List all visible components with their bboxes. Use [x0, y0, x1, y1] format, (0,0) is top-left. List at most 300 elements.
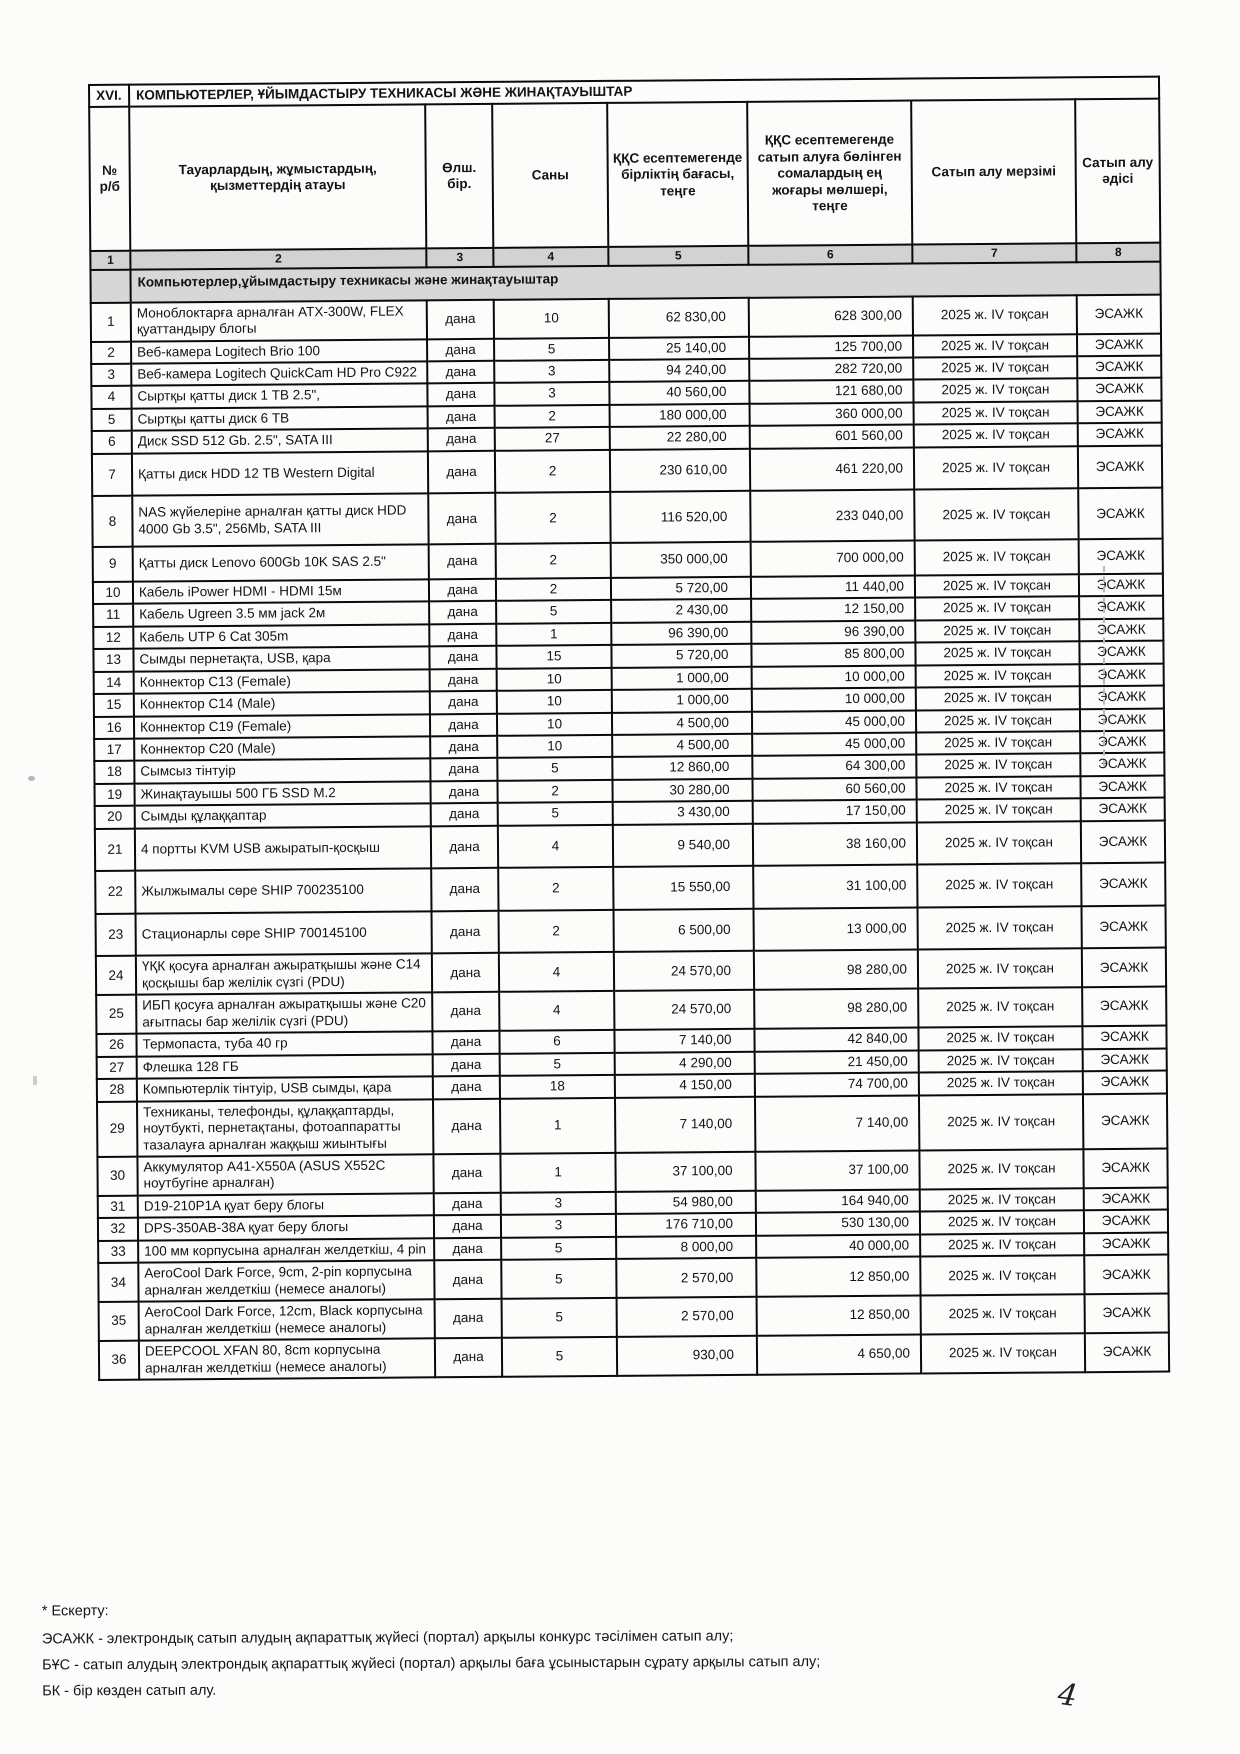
item-unit: дана	[433, 1154, 500, 1193]
row-number: 23	[96, 913, 136, 956]
purchase-method: ЭСАЖК	[1078, 400, 1162, 423]
item-unit-price: 6 500,00	[614, 909, 754, 953]
purchase-method: ЭСАЖК	[1080, 686, 1164, 709]
footnote-line-bus: БҰС - сатып алудың электрондық ақпараттық жүйесі (портал) арқылы баға ұсыныстарын сұрату арқылы сатып алу;	[42, 1654, 821, 1674]
item-quantity: 5	[501, 1237, 616, 1260]
purchase-period: 2025 ж. IV тоқсан	[916, 776, 1080, 800]
item-max-total: 64 300,00	[752, 755, 916, 779]
item-name: Коннектор C19 (Female)	[134, 714, 430, 739]
item-unit: дана	[435, 1299, 502, 1338]
item-unit-price: 24 570,00	[614, 951, 754, 991]
item-unit: дана	[431, 826, 498, 869]
row-number: 30	[97, 1157, 137, 1196]
row-number: 36	[99, 1341, 139, 1380]
item-name: Жинақтауышы 500 ГБ SSD M.2	[134, 781, 430, 806]
item-max-total: 42 840,00	[754, 1028, 918, 1052]
item-quantity: 2	[495, 450, 610, 493]
item-name: Флешка 128 ГБ	[137, 1054, 433, 1079]
purchase-method: ЭСАЖК	[1082, 1026, 1166, 1049]
colnum-4: 4	[493, 247, 608, 267]
item-name: ҮҚК қосуға арналған ажыратқышы және C14 қосқышы бар желілік сүзгі (PDU)	[136, 954, 432, 995]
footnote-title: * Ескерту:	[41, 1603, 109, 1620]
row-number: 15	[94, 694, 134, 717]
item-quantity: 4	[499, 952, 614, 992]
item-name: Сыртқы қатты диск 1 TB 2.5",	[131, 384, 427, 409]
item-unit: дана	[432, 992, 499, 1031]
item-max-total: 74 700,00	[755, 1073, 919, 1097]
item-name: D19-210P1A қуат беру блогы	[138, 1193, 434, 1218]
item-unit-price: 7 140,00	[614, 1029, 754, 1053]
footnote-line-esazhk: ЭСАЖК - электрондық сатып алудың ақпараттық жүйесі (портал) арқылы конкурс тәсілімен сатып алу;	[41, 1628, 734, 1648]
item-quantity: 10	[497, 735, 612, 758]
footnote-line-bk: БК - бір көзден сатып алу.	[42, 1682, 217, 1700]
row-number: 18	[94, 761, 134, 784]
purchase-period: 2025 ж. IV тоқсан	[913, 295, 1077, 335]
purchase-period: 2025 ж. IV тоқсан	[916, 754, 1080, 778]
item-name: Кабель Ugreen 3.5 мм jack 2м	[133, 602, 429, 627]
row-number: 8	[92, 496, 132, 547]
item-max-total: 628 300,00	[749, 296, 913, 336]
header-unit-price: ҚҚС есептемегенде бірліктің бағасы, теңге	[607, 102, 748, 247]
purchase-period: 2025 ж. IV тоқсан	[917, 906, 1081, 950]
item-name: Диск SSD 512 Gb. 2.5", SATA III	[132, 429, 428, 454]
purchase-method: ЭСАЖК	[1083, 1093, 1167, 1149]
purchase-method: ЭСАЖК	[1082, 987, 1166, 1027]
item-name: Веб-камера Logitech QuickCam HD Pro C922	[131, 361, 427, 386]
purchase-period: 2025 ж. IV тоқсан	[918, 949, 1082, 989]
item-unit: дана	[427, 338, 494, 361]
item-max-total: 7 140,00	[755, 1095, 919, 1152]
item-name: Сымды пернетақта, USB, қара	[133, 646, 429, 671]
purchase-method: ЭСАЖК	[1081, 820, 1165, 863]
purchase-period: 2025 ж. IV тоқсан	[914, 401, 1078, 425]
item-unit: дана	[433, 1053, 500, 1076]
item-unit: дана	[434, 1193, 501, 1216]
row-number: 5	[92, 409, 132, 432]
purchase-period: 2025 ж. IV тоқсан	[913, 356, 1077, 380]
group-empty-cell	[90, 270, 130, 303]
item-unit-price: 176 710,00	[616, 1213, 756, 1237]
item-unit: дана	[433, 1098, 500, 1154]
item-quantity: 3	[494, 382, 609, 405]
item-unit-price: 25 140,00	[609, 336, 749, 360]
header-period: Сатып алу мерзімі	[911, 100, 1076, 245]
header-method: Сатып алу әдісі	[1075, 99, 1160, 244]
item-max-total: 21 450,00	[755, 1050, 919, 1074]
item-name: 100 мм корпусына арналған желдеткіш, 4 pin	[138, 1238, 434, 1263]
purchase-period: 2025 ж. IV тоқсан	[919, 1094, 1083, 1151]
purchase-period: 2025 ж. IV тоқсан	[915, 539, 1079, 575]
row-number: 27	[97, 1056, 137, 1079]
row-number: 6	[92, 431, 132, 454]
footnotes	[42, 1594, 1142, 1705]
item-unit: дана	[432, 953, 499, 992]
item-quantity: 2	[499, 910, 614, 953]
item-max-total: 40 000,00	[756, 1234, 920, 1258]
item-name: Компьютерлік тінтуір, USB сымды, қара	[137, 1076, 433, 1101]
purchase-method: ЭСАЖК	[1079, 618, 1163, 641]
item-max-total: 601 560,00	[750, 425, 914, 449]
purchase-method: ЭСАЖК	[1079, 539, 1163, 574]
item-name: Кабель iPower HDMI - HDMI 15м	[133, 579, 429, 604]
item-max-total: 121 680,00	[749, 380, 913, 404]
purchase-period: 2025 ж. IV тоқсан	[915, 596, 1079, 620]
purchase-method: ЭСАЖК	[1077, 294, 1161, 334]
item-unit: дана	[427, 383, 494, 406]
item-quantity: 1	[500, 1097, 615, 1153]
item-quantity: 3	[494, 360, 609, 383]
purchase-period: 2025 ж. IV тоқсан	[913, 379, 1077, 403]
item-unit-price: 4 500,00	[612, 711, 752, 735]
row-number: 14	[94, 671, 134, 694]
item-quantity: 5	[500, 1053, 615, 1076]
purchase-period: 2025 ж. IV тоқсан	[915, 641, 1079, 665]
row-number: 16	[94, 716, 134, 739]
item-unit-price: 230 610,00	[610, 449, 750, 493]
item-name: Сымсыз тінтуір	[134, 759, 430, 784]
item-name: Коннектор C20 (Male)	[134, 736, 430, 761]
item-quantity: 5	[496, 600, 611, 623]
item-unit: дана	[431, 868, 498, 911]
purchase-method: ЭСАЖК	[1077, 378, 1161, 401]
item-unit-price: 5 720,00	[611, 577, 751, 601]
colnum-2: 2	[130, 249, 426, 270]
item-unit-price: 30 280,00	[612, 779, 752, 803]
purchase-method: ЭСАЖК	[1078, 445, 1162, 488]
purchase-method: ЭСАЖК	[1083, 1071, 1167, 1094]
item-max-total: 38 160,00	[753, 822, 917, 866]
purchase-method: ЭСАЖК	[1079, 641, 1163, 664]
purchase-period: 2025 ж. IV тоқсан	[918, 987, 1082, 1027]
purchase-method: ЭСАЖК	[1080, 731, 1164, 754]
item-name: Моноблоктарға арналған ATX-300W, FLEX қуаттандыру блогы	[131, 300, 427, 341]
item-quantity: 10	[494, 298, 609, 338]
row-number: 33	[98, 1240, 138, 1263]
purchase-method: ЭСАЖК	[1085, 1294, 1169, 1334]
item-unit: дана	[427, 299, 494, 338]
item-max-total: 4 650,00	[757, 1335, 921, 1375]
table-row	[92, 488, 1162, 547]
item-unit-price: 37 100,00	[615, 1152, 755, 1192]
item-max-total: 45 000,00	[752, 710, 916, 734]
item-quantity: 4	[498, 825, 613, 868]
item-unit-price: 22 280,00	[610, 426, 750, 450]
item-quantity: 5	[494, 337, 609, 360]
header-max-total: ҚҚС есептемегенде сатып алуға бөлінген сомалардың ең жоғары мөлшері, теңге	[747, 101, 912, 246]
item-unit-price: 94 240,00	[609, 359, 749, 383]
purchase-method: ЭСАЖК	[1077, 356, 1161, 379]
scan-artifact-speck	[33, 1076, 37, 1085]
purchase-method: ЭСАЖК	[1079, 596, 1163, 619]
table-row	[97, 1093, 1167, 1157]
item-unit-price: 1 000,00	[612, 666, 752, 690]
item-name: Веб-камера Logitech Brio 100	[131, 339, 427, 364]
item-max-total: 164 940,00	[756, 1189, 920, 1213]
purchase-period: 2025 ж. IV тоқсан	[916, 686, 1080, 710]
purchase-period: 2025 ж. IV тоқсан	[919, 1049, 1083, 1073]
item-max-total: 282 720,00	[749, 357, 913, 381]
item-quantity: 2	[496, 578, 611, 601]
row-number: 2	[91, 341, 131, 364]
purchase-period: 2025 ж. IV тоқсан	[917, 799, 1081, 823]
item-max-total: 10 000,00	[752, 688, 916, 712]
row-number: 1	[91, 302, 131, 341]
purchase-period: 2025 ж. IV тоқсан	[920, 1233, 1084, 1257]
purchase-period: 2025 ж. IV тоқсан	[917, 821, 1081, 865]
item-max-total: 461 220,00	[750, 447, 914, 491]
row-number: 12	[93, 626, 133, 649]
item-unit: дана	[429, 601, 496, 624]
table-row	[99, 1333, 1169, 1380]
item-quantity: 4	[499, 991, 614, 1031]
header-unit: Өлш. бір.	[425, 104, 493, 249]
item-name: AeroCool Dark Force, 9cm, 2-pin корпусына арналған желдеткіш (немесе аналогы)	[138, 1261, 434, 1302]
purchase-period: 2025 ж. IV тоқсан	[916, 731, 1080, 755]
item-max-total: 60 560,00	[752, 777, 916, 801]
row-number: 25	[96, 995, 136, 1034]
item-quantity: 5	[502, 1337, 617, 1377]
row-number: 32	[98, 1218, 138, 1241]
item-unit-price: 40 560,00	[609, 381, 749, 405]
item-unit: дана	[428, 493, 495, 544]
item-unit-price: 9 540,00	[613, 824, 753, 868]
purchase-period: 2025 ж. IV тоқсан	[914, 424, 1078, 448]
header-num: № р/б	[89, 107, 130, 251]
purchase-method: ЭСАЖК	[1085, 1333, 1169, 1373]
row-number: 11	[93, 604, 133, 627]
purchase-method: ЭСАЖК	[1080, 776, 1164, 799]
purchase-period: 2025 ж. IV тоқсан	[920, 1211, 1084, 1235]
row-number: 7	[92, 454, 132, 497]
item-unit-price: 1 000,00	[612, 689, 752, 713]
item-unit: дана	[431, 803, 498, 826]
purchase-method: ЭСАЖК	[1078, 423, 1162, 446]
colnum-8: 8	[1076, 243, 1160, 262]
item-unit-price: 96 390,00	[611, 621, 751, 645]
handwritten-page-number: 4	[1055, 1676, 1080, 1715]
item-unit-price: 4 150,00	[615, 1074, 755, 1098]
item-max-total: 31 100,00	[753, 865, 917, 909]
item-max-total: 12 850,00	[757, 1296, 921, 1336]
item-max-total: 530 130,00	[756, 1212, 920, 1236]
purchase-method: ЭСАЖК	[1082, 948, 1166, 988]
item-quantity: 10	[497, 712, 612, 735]
purchase-period: 2025 ж. IV тоқсан	[913, 334, 1077, 358]
purchase-method: ЭСАЖК	[1081, 905, 1165, 948]
item-max-total: 360 000,00	[750, 402, 914, 426]
purchase-method: ЭСАЖК	[1079, 573, 1163, 596]
item-unit-price: 12 860,00	[612, 756, 752, 780]
item-unit: дана	[434, 1260, 501, 1299]
section-title: КОМПЬЮТЕРЛЕР, ҰЙЫМДАСТЫРУ ТЕХНИКАСЫ ЖӘНЕ ЖИНАҚТАУЫШТАР	[129, 77, 1159, 108]
item-max-total: 700 000,00	[751, 541, 915, 577]
purchase-period: 2025 ж. IV тоқсан	[916, 709, 1080, 733]
item-quantity: 5	[497, 757, 612, 780]
purchase-period: 2025 ж. IV тоқсан	[914, 489, 1078, 541]
purchase-period: 2025 ж. IV тоқсан	[919, 1149, 1083, 1189]
purchase-method: ЭСАЖК	[1077, 333, 1161, 356]
item-name: Коннектор C14 (Male)	[134, 691, 430, 716]
purchase-period: 2025 ж. IV тоқсан	[914, 446, 1078, 490]
row-number: 22	[95, 871, 135, 914]
item-name: Стационарлы сөре SHIP 700145100	[136, 911, 432, 956]
row-number: 35	[99, 1302, 139, 1341]
colnum-5: 5	[608, 246, 748, 266]
row-number: 13	[93, 649, 133, 672]
item-quantity: 10	[497, 690, 612, 713]
item-quantity: 2	[497, 780, 612, 803]
item-quantity: 2	[496, 543, 611, 578]
purchase-period: 2025 ж. IV тоқсан	[915, 619, 1079, 643]
purchase-method: ЭСАЖК	[1080, 663, 1164, 686]
item-unit: дана	[429, 544, 496, 579]
item-max-total: 125 700,00	[749, 335, 913, 359]
item-quantity: 2	[498, 867, 613, 910]
table-body	[91, 294, 1169, 1380]
item-max-total: 98 280,00	[754, 989, 918, 1029]
colnum-7: 7	[912, 244, 1076, 264]
item-unit: дана	[435, 1338, 502, 1377]
row-number: 4	[91, 386, 131, 409]
colnum-3: 3	[426, 248, 493, 267]
item-unit: дана	[427, 361, 494, 384]
item-name: Кабель UTP 6 Cat 305m	[133, 624, 429, 649]
item-max-total: 233 040,00	[750, 490, 914, 542]
item-unit-price: 8 000,00	[616, 1236, 756, 1260]
item-unit-price: 180 000,00	[610, 404, 750, 428]
item-unit: дана	[428, 428, 495, 451]
item-unit: дана	[429, 579, 496, 602]
purchase-period: 2025 ж. IV тоқсан	[919, 1071, 1083, 1095]
purchase-method: ЭСАЖК	[1078, 488, 1162, 540]
procurement-table-wrap	[88, 76, 1170, 1382]
item-max-total: 45 000,00	[752, 733, 916, 757]
purchase-method: ЭСАЖК	[1084, 1210, 1168, 1233]
purchase-period: 2025 ж. IV тоқсан	[916, 664, 1080, 688]
purchase-period: 2025 ж. IV тоқсан	[917, 864, 1081, 908]
item-unit-price: 15 550,00	[613, 866, 753, 910]
item-unit: дана	[430, 781, 497, 804]
item-name: DEEPCOOL XFAN 80, 8cm корпусына арналған желдеткіш (немесе аналогы)	[139, 1339, 435, 1380]
row-number: 9	[93, 547, 133, 582]
row-number: 24	[96, 956, 136, 995]
item-quantity: 1	[496, 623, 611, 646]
item-unit: дана	[433, 1076, 500, 1099]
item-name: Аккумулятор A41-X550A (ASUS X552C ноутбугіне арналған)	[137, 1154, 433, 1195]
item-name: 4 портты KVM USB ажыратып-қосқыш	[135, 826, 431, 871]
item-unit: дана	[430, 758, 497, 781]
item-quantity: 2	[495, 405, 610, 428]
purchase-method: ЭСАЖК	[1084, 1187, 1168, 1210]
item-name: Термопаста, туба 40 гр	[136, 1031, 432, 1056]
purchase-method: ЭСАЖК	[1081, 863, 1165, 906]
item-name: NAS жүйелеріне арналған қатты диск HDD 4000 Gb 3.5", 256Mb, SATA III	[132, 494, 428, 547]
purchase-method: ЭСАЖК	[1081, 798, 1165, 821]
item-quantity: 5	[502, 1298, 617, 1338]
row-number: 19	[94, 784, 134, 807]
purchase-method: ЭСАЖК	[1084, 1255, 1168, 1295]
item-max-total: 11 440,00	[751, 575, 915, 599]
row-number: 31	[98, 1196, 138, 1219]
colnum-6: 6	[748, 245, 912, 265]
item-unit-price: 2 570,00	[617, 1297, 757, 1337]
item-unit-price: 54 980,00	[616, 1191, 756, 1215]
item-quantity: 1	[500, 1153, 615, 1193]
item-max-total: 85 800,00	[751, 643, 915, 667]
item-max-total: 37 100,00	[755, 1150, 919, 1190]
scan-artifact-dashed-line	[1103, 566, 1105, 766]
item-name: Коннектор C13 (Female)	[134, 669, 430, 694]
row-number: 26	[96, 1034, 136, 1057]
item-unit: дана	[434, 1238, 501, 1261]
item-unit-price: 350 000,00	[611, 542, 751, 578]
header-name: Тауарлардың, жұмыстардың, қызметтердің атауы	[129, 105, 426, 251]
item-name: AeroCool Dark Force, 12cm, Black корпусына арналған желдеткіш (немесе аналогы)	[139, 1300, 435, 1341]
item-max-total: 17 150,00	[753, 800, 917, 824]
purchase-method: ЭСАЖК	[1083, 1149, 1167, 1189]
row-number: 29	[97, 1101, 137, 1157]
header-qty: Саны	[492, 103, 608, 248]
item-max-total: 12 850,00	[756, 1257, 920, 1297]
item-max-total: 98 280,00	[754, 950, 918, 990]
item-unit: дана	[428, 451, 495, 494]
item-unit: дана	[430, 668, 497, 691]
row-number: 20	[95, 806, 135, 829]
item-quantity: 5	[498, 802, 613, 825]
group-title: Компьютерлер,ұйымдастыру техникасы және жинақтауыштар	[130, 262, 1160, 303]
item-max-total: 96 390,00	[751, 620, 915, 644]
purchase-period: 2025 ж. IV тоқсан	[921, 1333, 1085, 1373]
item-unit-price: 2 430,00	[611, 599, 751, 623]
purchase-method: ЭСАЖК	[1080, 708, 1164, 731]
item-unit: дана	[430, 713, 497, 736]
item-quantity: 2	[495, 492, 610, 544]
table-header-row	[89, 99, 1160, 251]
item-name: Жылжымалы сөре SHIP 700235100	[135, 869, 431, 914]
purchase-method: ЭСАЖК	[1084, 1232, 1168, 1255]
item-unit: дана	[432, 911, 499, 954]
item-unit-price: 7 140,00	[615, 1096, 755, 1153]
item-unit-price: 4 500,00	[612, 734, 752, 758]
row-number: 21	[95, 829, 135, 872]
purchase-period: 2025 ж. IV тоқсан	[921, 1294, 1085, 1334]
row-number: 34	[98, 1263, 138, 1302]
purchase-period: 2025 ж. IV тоқсан	[918, 1026, 1082, 1050]
item-unit-price: 3 430,00	[613, 801, 753, 825]
item-max-total: 13 000,00	[753, 907, 917, 951]
row-number: 3	[91, 364, 131, 387]
item-quantity: 3	[501, 1192, 616, 1215]
item-unit-price: 24 570,00	[614, 990, 754, 1030]
item-quantity: 10	[497, 667, 612, 690]
item-name: Сыртқы қатты диск 6 TB	[132, 406, 428, 431]
item-name: Қатты диск HDD 12 TB Western Digital	[132, 451, 428, 496]
colnum-1: 1	[90, 251, 130, 270]
item-name: ИБП қосуға арналған ажыратқышы және C20 ағытпасы бар желілік сүзгі (PDU)	[136, 993, 432, 1034]
row-number: 10	[93, 581, 133, 604]
item-quantity: 6	[499, 1030, 614, 1053]
item-quantity: 18	[500, 1075, 615, 1098]
item-unit: дана	[428, 406, 495, 429]
scan-artifact-speck	[28, 776, 35, 781]
item-unit: дана	[434, 1215, 501, 1238]
item-name: DPS-350AB-38A қуат беру блогы	[138, 1216, 434, 1241]
item-unit: дана	[429, 623, 496, 646]
item-quantity: 27	[495, 427, 610, 450]
item-name: Қатты диск Lenovo 600Gb 10K SAS 2.5"	[133, 545, 429, 582]
item-quantity: 5	[501, 1259, 616, 1299]
row-number: 17	[94, 739, 134, 762]
